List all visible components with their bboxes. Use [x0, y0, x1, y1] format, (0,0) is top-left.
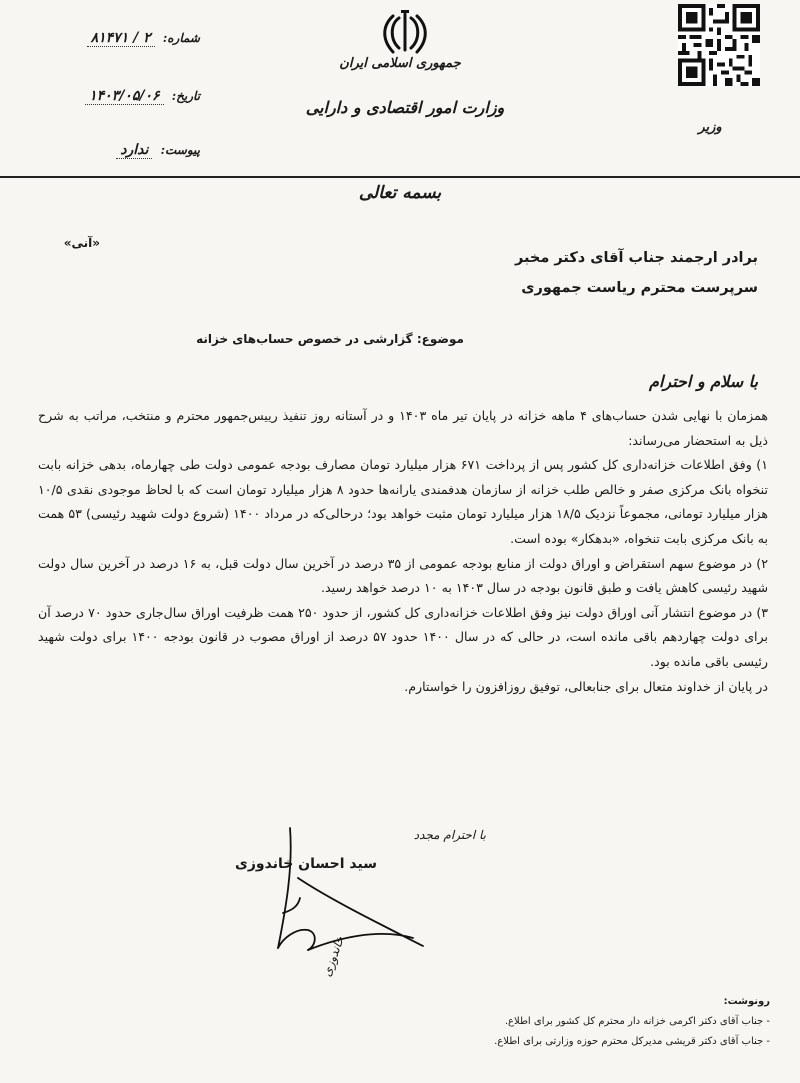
cc-item: - جناب آقای دکتر اکرمی خزانه دار محترم کل کشور برای اطلاع. — [504, 1016, 770, 1027]
date-label: تاریخ: — [171, 89, 200, 103]
letter-subject: موضوع: گزارشی در خصوص حساب‌های خزانه — [196, 332, 464, 346]
qr-code — [678, 4, 760, 86]
letter-body — [38, 404, 768, 699]
addressee-name: برادر ارجمند جناب آقای دکتر مخبر — [514, 250, 758, 266]
body-closing: در پایان از خداوند متعال برای جنابعالی، توفیق روزافزون را خواستارم. — [404, 678, 768, 694]
greeting: با سلام و احترام — [649, 372, 758, 391]
handwritten-name: خاندوزی — [319, 934, 347, 979]
republic-title: جمهوری اسلامی ایران — [339, 56, 461, 71]
letter-date — [20, 88, 200, 105]
body-paragraph-2: ۲) در موضوع سهم استقراض و اوراق دولت از منابع بودجه عمومی از ۳۵ درصد در آخرین سال دولت قبل، به ۱۶ درصد در آخرین سال دولت شهید رئیسی کاهش یافت و طبق قانون بودجه در سال ۱۴۰۳ به ۱۰ درصد خواهد رسید. — [38, 555, 768, 596]
body-intro: همزمان با نهایی شدن حساب‌های ۴ ماهه خزانه در پایان تیر ماه ۱۴۰۳ و در آستانه روز تنفیذ رییس‌جمهور محترم و منتخب، مراتب به شرح ذیل به استحضار می‌رساند: — [38, 408, 769, 448]
ministry-title: وزارت امور اقتصادی و دارایی — [305, 98, 505, 117]
number-label: شماره: — [162, 31, 200, 45]
urgency-tag: «آنی» — [63, 236, 100, 250]
number-value: ۲ / ۸۱۴۷۱ — [87, 30, 155, 47]
date-value: ۱۴۰۳/۰۵/۰۶ — [85, 88, 163, 105]
cc-label: رونوشت: — [723, 996, 770, 1007]
attachment-label: پیوست: — [160, 143, 200, 157]
signature-note: با احترام مجدد — [413, 828, 486, 842]
header-divider — [0, 176, 800, 178]
signer-name: سید احسان خاندوزی — [235, 856, 377, 872]
letter-number — [20, 30, 200, 47]
letter-attachment — [20, 142, 200, 159]
body-paragraph-1: ۱) وفق اطلاعات خزانه‌داری کل کشور پس از پرداخت ۶۷۱ هزار میلیارد تومان مصارف بودجه عمومی دولت طی چهارماه، بدهی خزانه بابت تنخواه بانک مرکزی صفر و خالص طلب خزانه از سازمان هدفمندی یارانه‌ها حدود ۸ هزار میلیارد تومان است که با لحاظ موجودی نقدی ۱۰/۵ هزار میلیارد تومانی، مجموعاً نزدیک ۱۸/۵ هزار میلیارد تومان مثبت خواهد بود؛ درحالی‌که در مرداد ۱۴۰۰ (شروع دولت شهید رئیسی) ۵۳ همت به بانک مرکزی بابت تنخواه، «بدهکار» بوده است. — [38, 457, 768, 546]
cc-item: - جناب آقای دکتر قریشی مدیرکل محترم حوزه وزارتی برای اطلاع. — [494, 1036, 770, 1047]
iran-emblem-icon — [380, 8, 430, 58]
body-paragraph-3: ۳) در موضوع انتشار آنی اوراق دولت نیز وفق اطلاعات خزانه‌داری کل کشور، از حدود ۲۵۰ همت ظرفیت اوراق سال‌جاری حدود ۷۰ درصد آن برای دولت چهاردهم باقی مانده است، در حالی که در سال ۱۴۰۰ حدود ۵۷ درصد از اوراق مصوب در قانون بودجه ۱۴۰۰ برای دولت شهید رئیسی باقی مانده بود. — [38, 604, 769, 669]
minister-label: وزیر — [698, 120, 722, 135]
bismillah: بسمه تعالی — [358, 183, 442, 203]
attachment-value: ندارد — [116, 142, 152, 159]
addressee-title: سرپرست محترم ریاست جمهوری — [521, 280, 758, 296]
